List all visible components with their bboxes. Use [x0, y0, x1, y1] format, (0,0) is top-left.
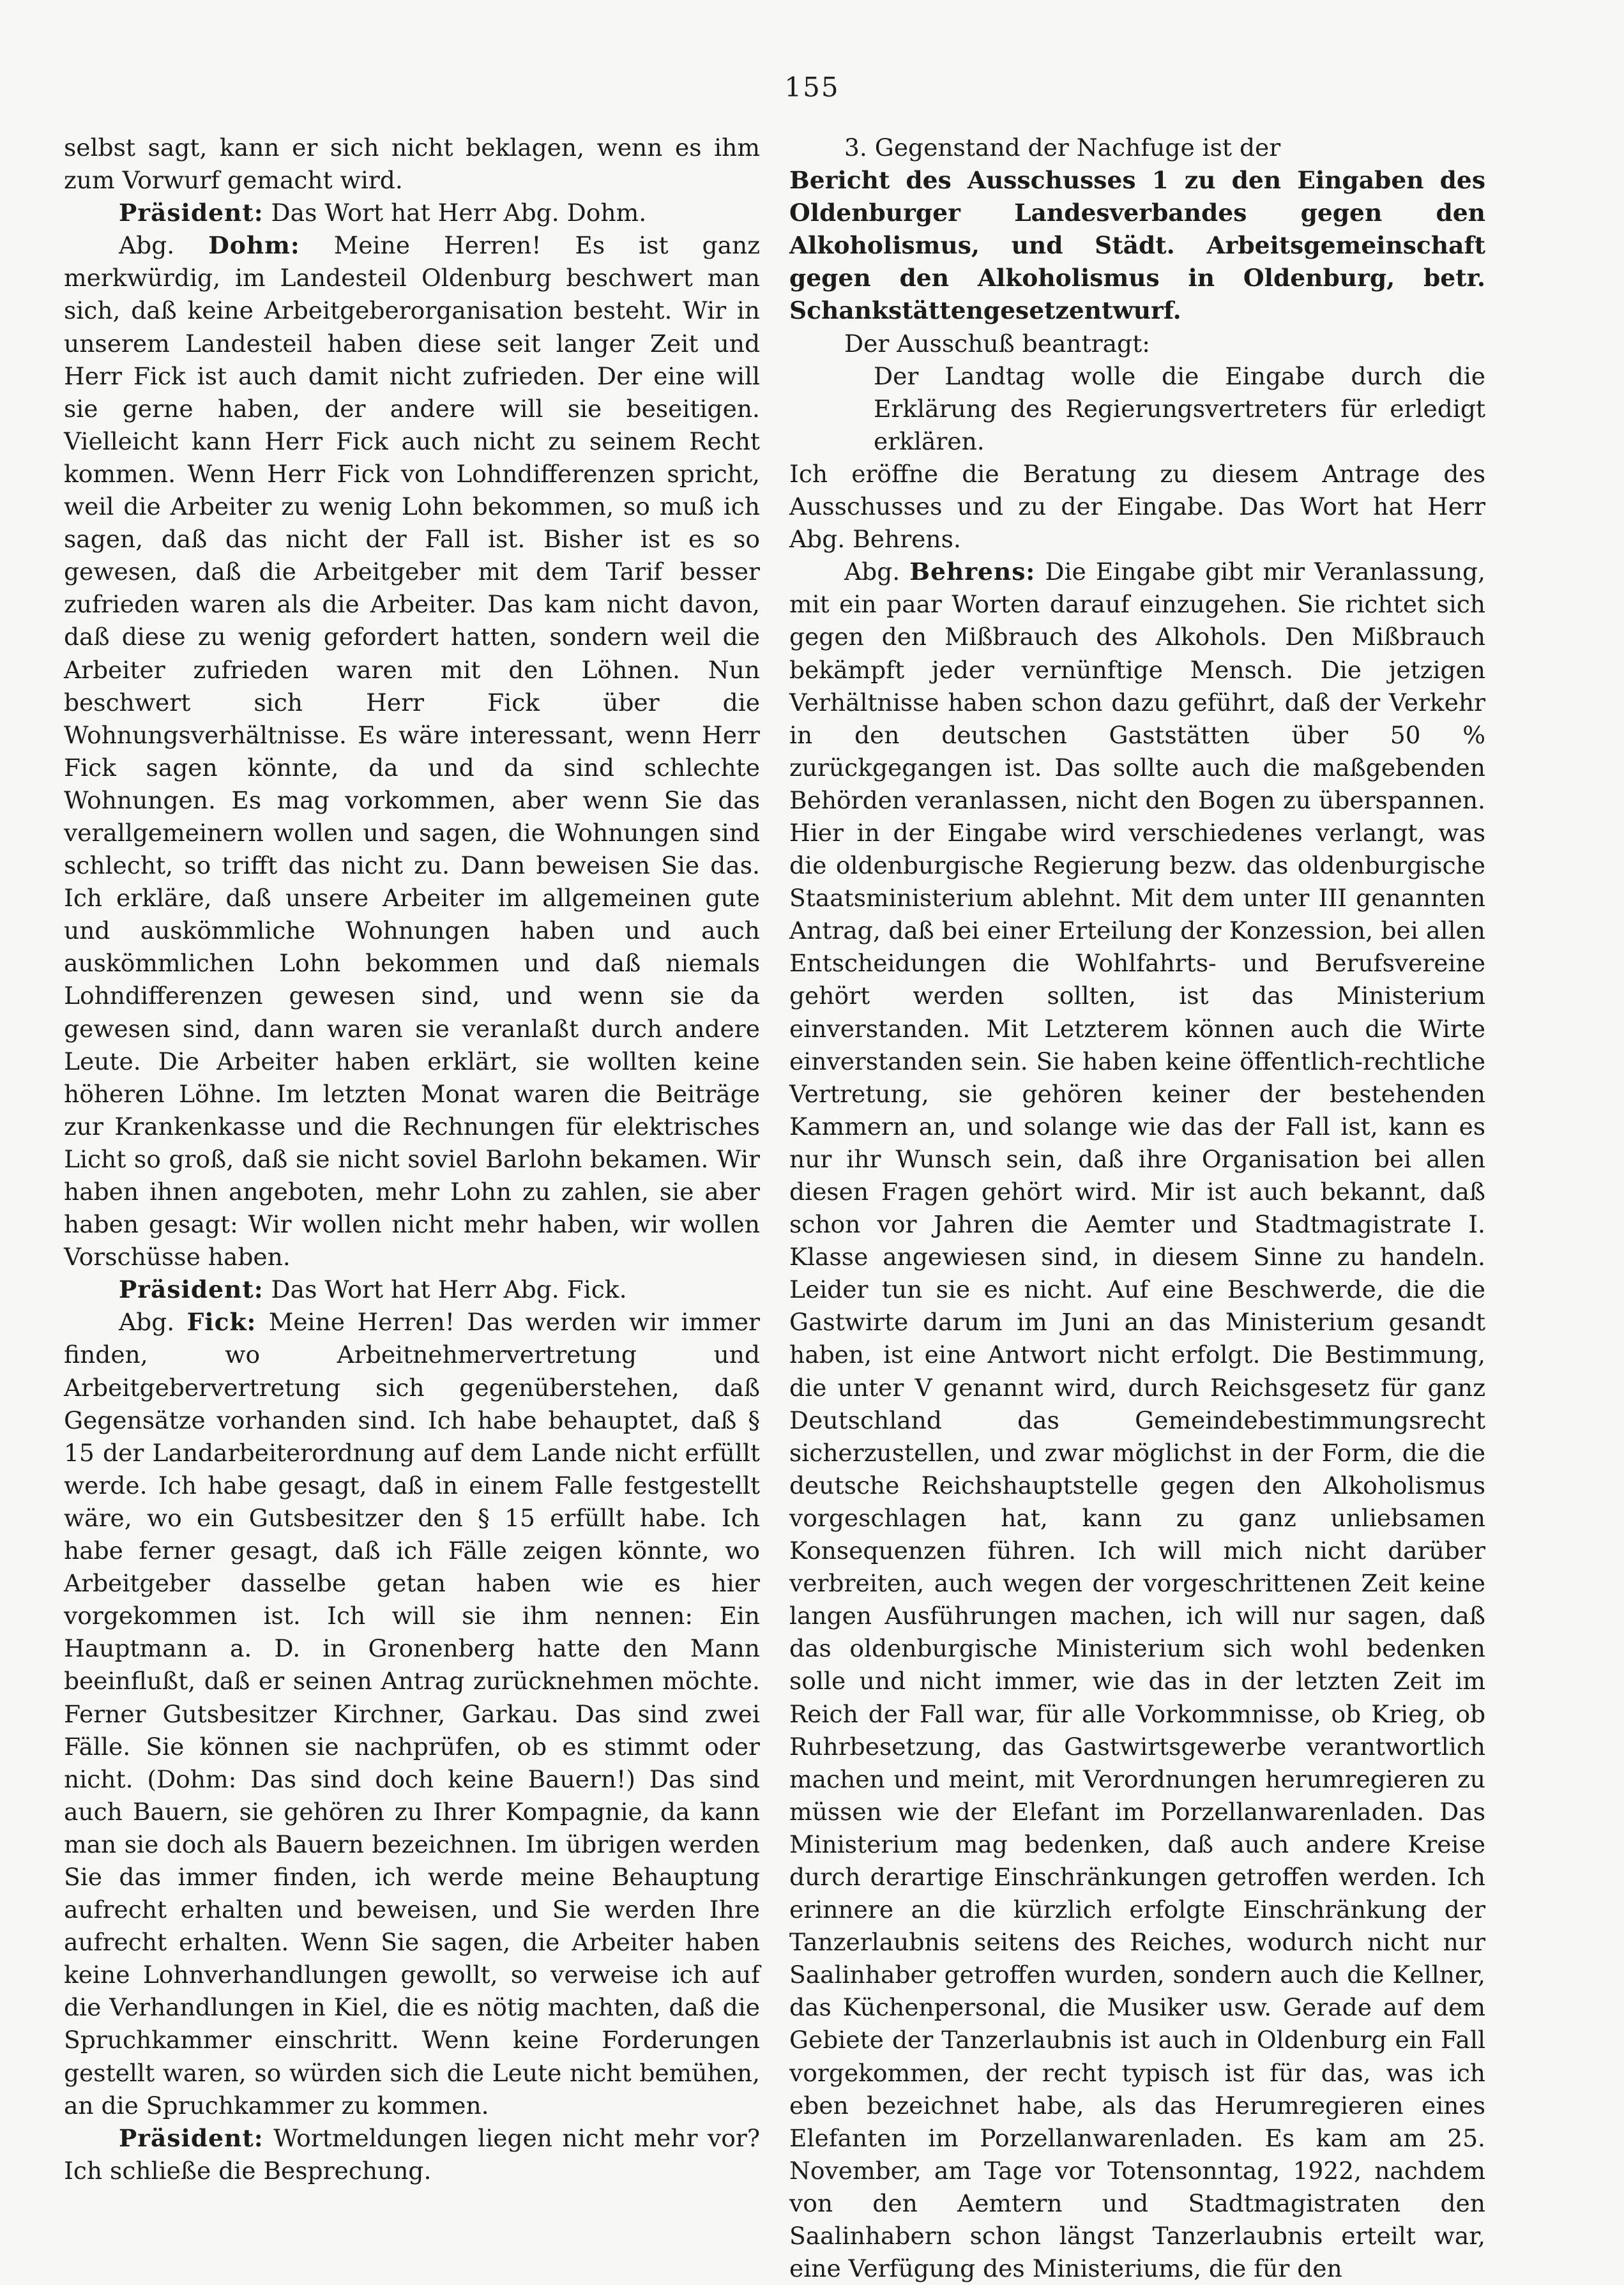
paragraph-speech-dohm — [64, 229, 760, 1273]
agenda-item-heading: Bericht des Ausschusses 1 zu den Eingaben des Oldenburger Landesverbandes gegen den Alkoholismus, und Städt. Arbeitsgemeinschaft gegen den Alkoholismus in Oldenburg, betr. Schankstättengesetzentwurf. — [789, 166, 1485, 325]
speaker-prefix: Abg. — [119, 1308, 187, 1337]
agenda-item-heading-block — [789, 164, 1485, 327]
left-column — [64, 132, 760, 2187]
paragraph-continuation — [64, 132, 760, 197]
column-gutter — [774, 132, 775, 1932]
speaker-prefix: Abg. — [119, 231, 209, 260]
paragraph-text: Meine Herren! Es ist ganz merkwürdig, im Landesteil Oldenburg beschwert man sich, daß keine Arbeitgeberorganisation besteht. Wir in unserem Landesteil haben diese seit langer Zeit und Herr Fick ist auch damit nicht zufrieden. Der eine will sie gerne haben, der andere will sie beseitigen. Vielleicht kann Herr Fick auch nicht zu seinem Recht kommen. Wenn Herr Fick von Lohndifferenzen spricht, weil die Arbeiter zu wenig Lohn bekommen, so muß ich sagen, daß das nicht der Fall ist. Bisher ist es so gewesen, daß die Arbeitgeber mit dem Tarif besser zufrieden waren als die Arbeiter. Das kam nicht davon, daß diese zu wenig gefordert hatten, sondern weil die Arbeiter zufrieden waren mit den Löhnen. Nun beschwert sich Herr Fick über die Wohnungsverhältnisse. Es wäre interessant, wenn Herr Fick sagen könnte, da und da sind schlechte Wohnungen. Es mag vorkommen, aber wenn Sie das verallgemeinern wollen und sagen, die Wohnungen sind schlecht, so trifft das nicht zu. Dann beweisen Sie das. Ich erkläre, daß unsere Arbeiter im allgemeinen gute und auskömmliche Wohnungen haben und auch auskömmlichen Lohn bekommen und daß niemals Lohndifferenzen gewesen sind, und wenn sie da gewesen sind, dann waren sie veranlaßt durch andere Leute. Die Arbeiter haben erklärt, sie wollten keine höheren Löhne. Im letzten Monat waren die Beiträge zur Krankenkasse und die Rechnungen für elektrisches Licht so groß, daß sie nicht soviel Barlohn bekamen. Wir haben ihnen angeboten, mehr Lohn zu zahlen, sie aber haben gesagt: Wir wollen nicht mehr haben, wir wollen Vorschüsse haben. — [64, 231, 760, 1272]
agenda-item-intro: 3. Gegenstand der Nachfuge ist der — [844, 133, 1281, 162]
paragraph-president — [64, 197, 760, 229]
speaker-name: Präsident: — [119, 1275, 264, 1304]
right-column — [789, 132, 1485, 2285]
speaker-prefix: Abg. — [844, 558, 910, 586]
page-number: 155 — [784, 72, 840, 103]
paragraph-text: selbst sagt, kann er sich nicht beklagen, wenn es ihm zum Vorwurf gemacht wird. — [64, 133, 760, 195]
committee-line: Der Ausschuß beantragt: — [844, 329, 1150, 358]
paragraph-text: Wortmeldungen liegen nicht mehr vor? Ich schließe die Besprechung. — [64, 2123, 760, 2185]
speaker-name: Fick: — [186, 1308, 257, 1337]
paragraph-speech-behrens — [789, 556, 1485, 2285]
motion-text: Der Landtag wolle die Eingabe durch die Erklärung des Regierungsvertreters für erledigt erklären. — [874, 361, 1485, 455]
paragraph-president — [64, 1273, 760, 1306]
paragraph-text: Das Wort hat Herr Abg. Fick. — [271, 1275, 627, 1304]
paragraph-president — [64, 2122, 760, 2187]
speaker-name: Präsident: — [119, 199, 264, 227]
speaker-name: Behrens: — [909, 558, 1036, 586]
paragraph-speech-fick — [64, 1306, 760, 2122]
paragraph-text: Das Wort hat Herr Abg. Dohm. — [271, 199, 647, 227]
opening-statement: Ich eröffne die Beratung zu diesem Antrage des Ausschusses und zu der Eingabe. Das Wort hat Herr Abg. Behrens. — [789, 459, 1485, 554]
committee-motion — [789, 360, 1485, 458]
paragraph-text: Meine Herren! Das werden wir immer finden, wo Arbeitnehmervertretung und Arbeitgebervertretung sich gegenüberstehen, daß Gegensätze vorhanden sind. Ich habe behauptet, daß § 15 der Landarbeiterordnung auf dem Lande nicht erfüllt werde. Ich habe gesagt, daß in einem Falle festgestellt wäre, wo ein Gutsbesitzer den § 15 erfüllt habe. Ich habe ferner gesagt, daß ich Fälle zeigen könnte, wo Arbeitgeber dasselbe getan haben wie es hier vorgekommen ist. Ich will sie ihm nennen: Ein Hauptmann a. D. in Gronenberg hatte den Mann beeinflußt, daß er seinen Antrag zurücknehmen möchte. Ferner Gutsbesitzer Kirchner, Garkau. Das sind zwei Fälle. Sie können sie nachprüfen, ob es stimmt oder nicht. (Dohm: Das sind doch keine Bauern!) Das sind auch Bauern, sie gehören zu Ihrer Kompagnie, da kann man sie doch als Bauern bezeichnen. Im übrigen werden Sie das immer finden, ich werde meine Behauptung aufrecht erhalten und beweisen, und Sie werden Ihre aufrecht erhalten. Wenn Sie sagen, die Arbeiter haben keine Lohnverhandlungen gewollt, so verweise ich auf die Verhandlungen in Kiel, die es nötig machten, daß die Spruchkammer einschritt. Wenn keine Forderungen gestellt waren, so würden sich die Leute nicht bemühen, an die Spruchkammer zu kommen. — [64, 1308, 761, 2120]
paragraph-text: Die Eingabe gibt mir Veranlassung, mit ein paar Worten darauf einzugehen. Sie richtet sich gegen den Mißbrauch des Alkohols. Den Mißbrauch bekämpft jeder vernünftige Mensch. Die jetzigen Verhältnisse haben schon dazu geführt, daß der Verkehr in den deutschen Gaststätten über 50 % zurückgegangen ist. Das sollte auch die maßgebenden Behörden veranlassen, nicht den Bogen zu überspannen. Hier in der Eingabe wird verschiedenes verlangt, was die oldenburgische Regierung bezw. das oldenburgische Staatsministerium ablehnt. Mit dem unter III genannten Antrag, daß bei einer Erteilung der Konzession, bei allen Entscheidungen die Wohlfahrts- und Berufsvereine gehört werden sollten, ist das Ministerium einverstanden. Mit Letzterem können auch die Wirte einverstanden sein. Sie haben keine öffentlich-rechtliche Vertretung, sie gehören keiner der bestehenden Kammern an, und solange wie das der Fall ist, kann es nur ihr Wunsch sein, daß ihre Organisation bei allen diesen Fragen gehört wird. Mir ist auch bekannt, daß schon vor Jahren die Aemter und Stadtmagistrate I. Klasse angewiesen sind, in diesem Sinne zu handeln. Leider tun sie es nicht. Auf eine Beschwerde, die die Gastwirte darum im Juni an das Ministerium gesandt haben, ist eine Antwort nicht erfolgt. Die Bestimmung, die unter V genannt wird, durch Reichsgesetz für ganz Deutschland das Gemeindebestimmungsrecht sicherzustellen, und zwar möglichst in der Form, die die deutsche Reichshauptstelle gegen den Alkoholismus vorgeschlagen hat, kann zu ganz unliebsamen Konsequenzen führen. Ich will mich nicht darüber verbreiten, auch wegen der vorgeschrittenen Zeit keine langen Ausführungen machen, ich will nur sagen, daß das oldenburgische Ministerium sich wohl bedenken solle und nicht immer, wie das in der letzten Zeit im Reich der Fall war, für alle Vorkommnisse, ob Krieg, ob Ruhrbesetzung, das Gastwirtsgewerbe verantwortlich machen und meint, mit Verordnungen herumregieren zu müssen wie der Elefant im Porzellanwarenladen. Das Ministerium mag bedenken, daß auch andere Kreise durch derartige Einschränkungen getroffen werden. Ich erinnere an die kürzlich erfolgte Einschränkung der Tanzerlaubnis seitens des Reiches, wodurch nicht nur Saalinhaber getroffen wurden, sondern auch die Kellner, das Küchenpersonal, die Musiker usw. Gerade auf dem Gebiete der Tanzerlaubnis ist auch in Oldenburg ein Fall vorgekommen, der recht typisch ist für das, was ich eben bezeichnet habe, als das Herumregieren eines Elefanten im Porzellanwarenladen. Es kam am 25. November, am Tage vor Totensonntag, 1922, nachdem von den Aemtern und Stadtmagistraten den Saalinhabern schon längst Tanzerlaubnis erteilt war, eine Verfügung des Ministeriums, die für den — [789, 558, 1485, 2283]
speaker-name: Dohm: — [208, 231, 300, 260]
speaker-name: Präsident: — [119, 2123, 264, 2152]
